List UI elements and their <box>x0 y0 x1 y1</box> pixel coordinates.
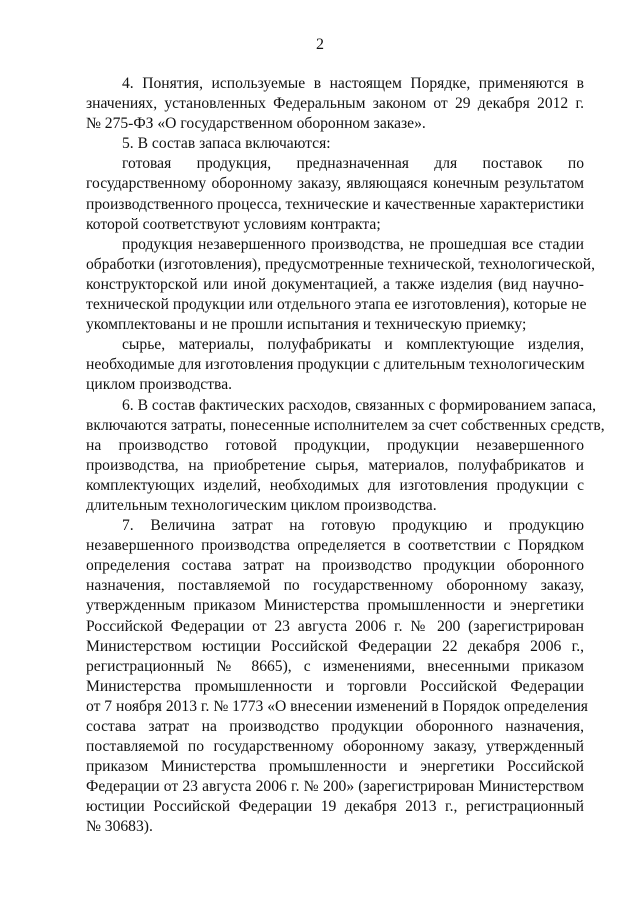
text-line: назначения, поставляемой по государственному оборонному заказу, <box>86 577 584 595</box>
text-line: циклом производства. <box>86 376 233 394</box>
text-line: состава затрат на производство продукции оборонного назначения, <box>86 718 584 735</box>
text-line: технической продукции или отдельного этапа ее изготовления), которые не <box>86 296 587 314</box>
text-line: конструкторской или иной документацией, а также изделия (вид научно- <box>86 275 584 293</box>
text-line: юстиции Российской Федерации 19 декабря 2013 г., регистрационный <box>86 798 584 816</box>
text-line: необходимые для изготовления продукции с длительным технологическим <box>86 356 585 374</box>
body-text <box>86 74 605 838</box>
text-line: приказом Министерства промышленности и энергетики Российской <box>86 758 584 776</box>
text-line: поставляемой по государственному оборонному заказу, утвержденный <box>86 738 584 756</box>
text-line: сырье, материалы, полуфабрикаты и комплектующие изделия, <box>122 336 584 354</box>
page-number: 2 <box>316 36 324 53</box>
text-line: от 7 ноября 2013 г. № 1773 «О внесении изменений в Порядок определения <box>86 697 588 715</box>
text-line: продукция незавершенного производства, не прошедшая все стадии <box>122 235 584 253</box>
text-line: утвержденным приказом Министерства промышленности и энергетики <box>86 597 584 615</box>
text-line: 5. В состав запаса включаются: <box>122 135 331 153</box>
text-line: значениях, установленных Федеральным законом от 29 декабря 2012 г. <box>86 95 584 113</box>
text-line: 7. Величина затрат на готовую продукцию и продукцию <box>122 517 584 535</box>
text-line: длительным технологическим циклом производства. <box>86 496 437 514</box>
text-line: на производство готовой продукции, продукции незавершенного <box>86 436 584 454</box>
text-line: обработки (изготовления), предусмотренные технической, технологической, <box>86 255 595 273</box>
text-line: производства, на приобретение сырья, материалов, полуфабрикатов и <box>86 456 584 474</box>
text-line: 6. В состав фактических расходов, связанных с формированием запаса, <box>122 396 597 414</box>
text-line: Министерством юстиции Российской Федерации 22 декабря 2006 г., <box>86 637 584 655</box>
text-line: незавершенного производства определяется в соответствии с Порядком <box>86 537 584 555</box>
text-line: укомплектованы и не прошли испытания и техническую приемку; <box>86 316 527 334</box>
text-line: № 275-ФЗ «О государственном оборонном заказе». <box>86 115 426 133</box>
text-line: регистрационный № 8665), с изменениями, внесенными приказом <box>86 657 584 675</box>
text-line: Российской Федерации от 23 августа 2006 г. № 200 (зарегистрирован <box>86 617 584 635</box>
text-line: № 30683). <box>86 818 153 836</box>
text-line: 4. Понятия, используемые в настоящем Порядке, применяются в <box>122 75 584 92</box>
text-line: комплектующих изделий, необходимых для изготовления продукции с <box>86 476 584 494</box>
text-line: включаются затраты, понесенные исполнителем за счет собственных средств, <box>86 416 605 434</box>
text-line: готовая продукция, предназначенная для поставок по <box>122 155 584 173</box>
text-line: Федерации от 23 августа 2006 г. № 200» (зарегистрирован Министерством <box>86 778 584 796</box>
text-line: определения состава затрат на производство продукции оборонного <box>86 557 584 575</box>
text-line: производственного процесса, технические и качественные характеристики <box>86 195 584 213</box>
text-line: государственному оборонному заказу, являющаяся конечным результатом <box>86 175 584 193</box>
text-line: которой соответствуют условиям контракта; <box>86 215 381 233</box>
text-line: Министерства промышленности и торговли Российской Федерации <box>86 677 584 695</box>
